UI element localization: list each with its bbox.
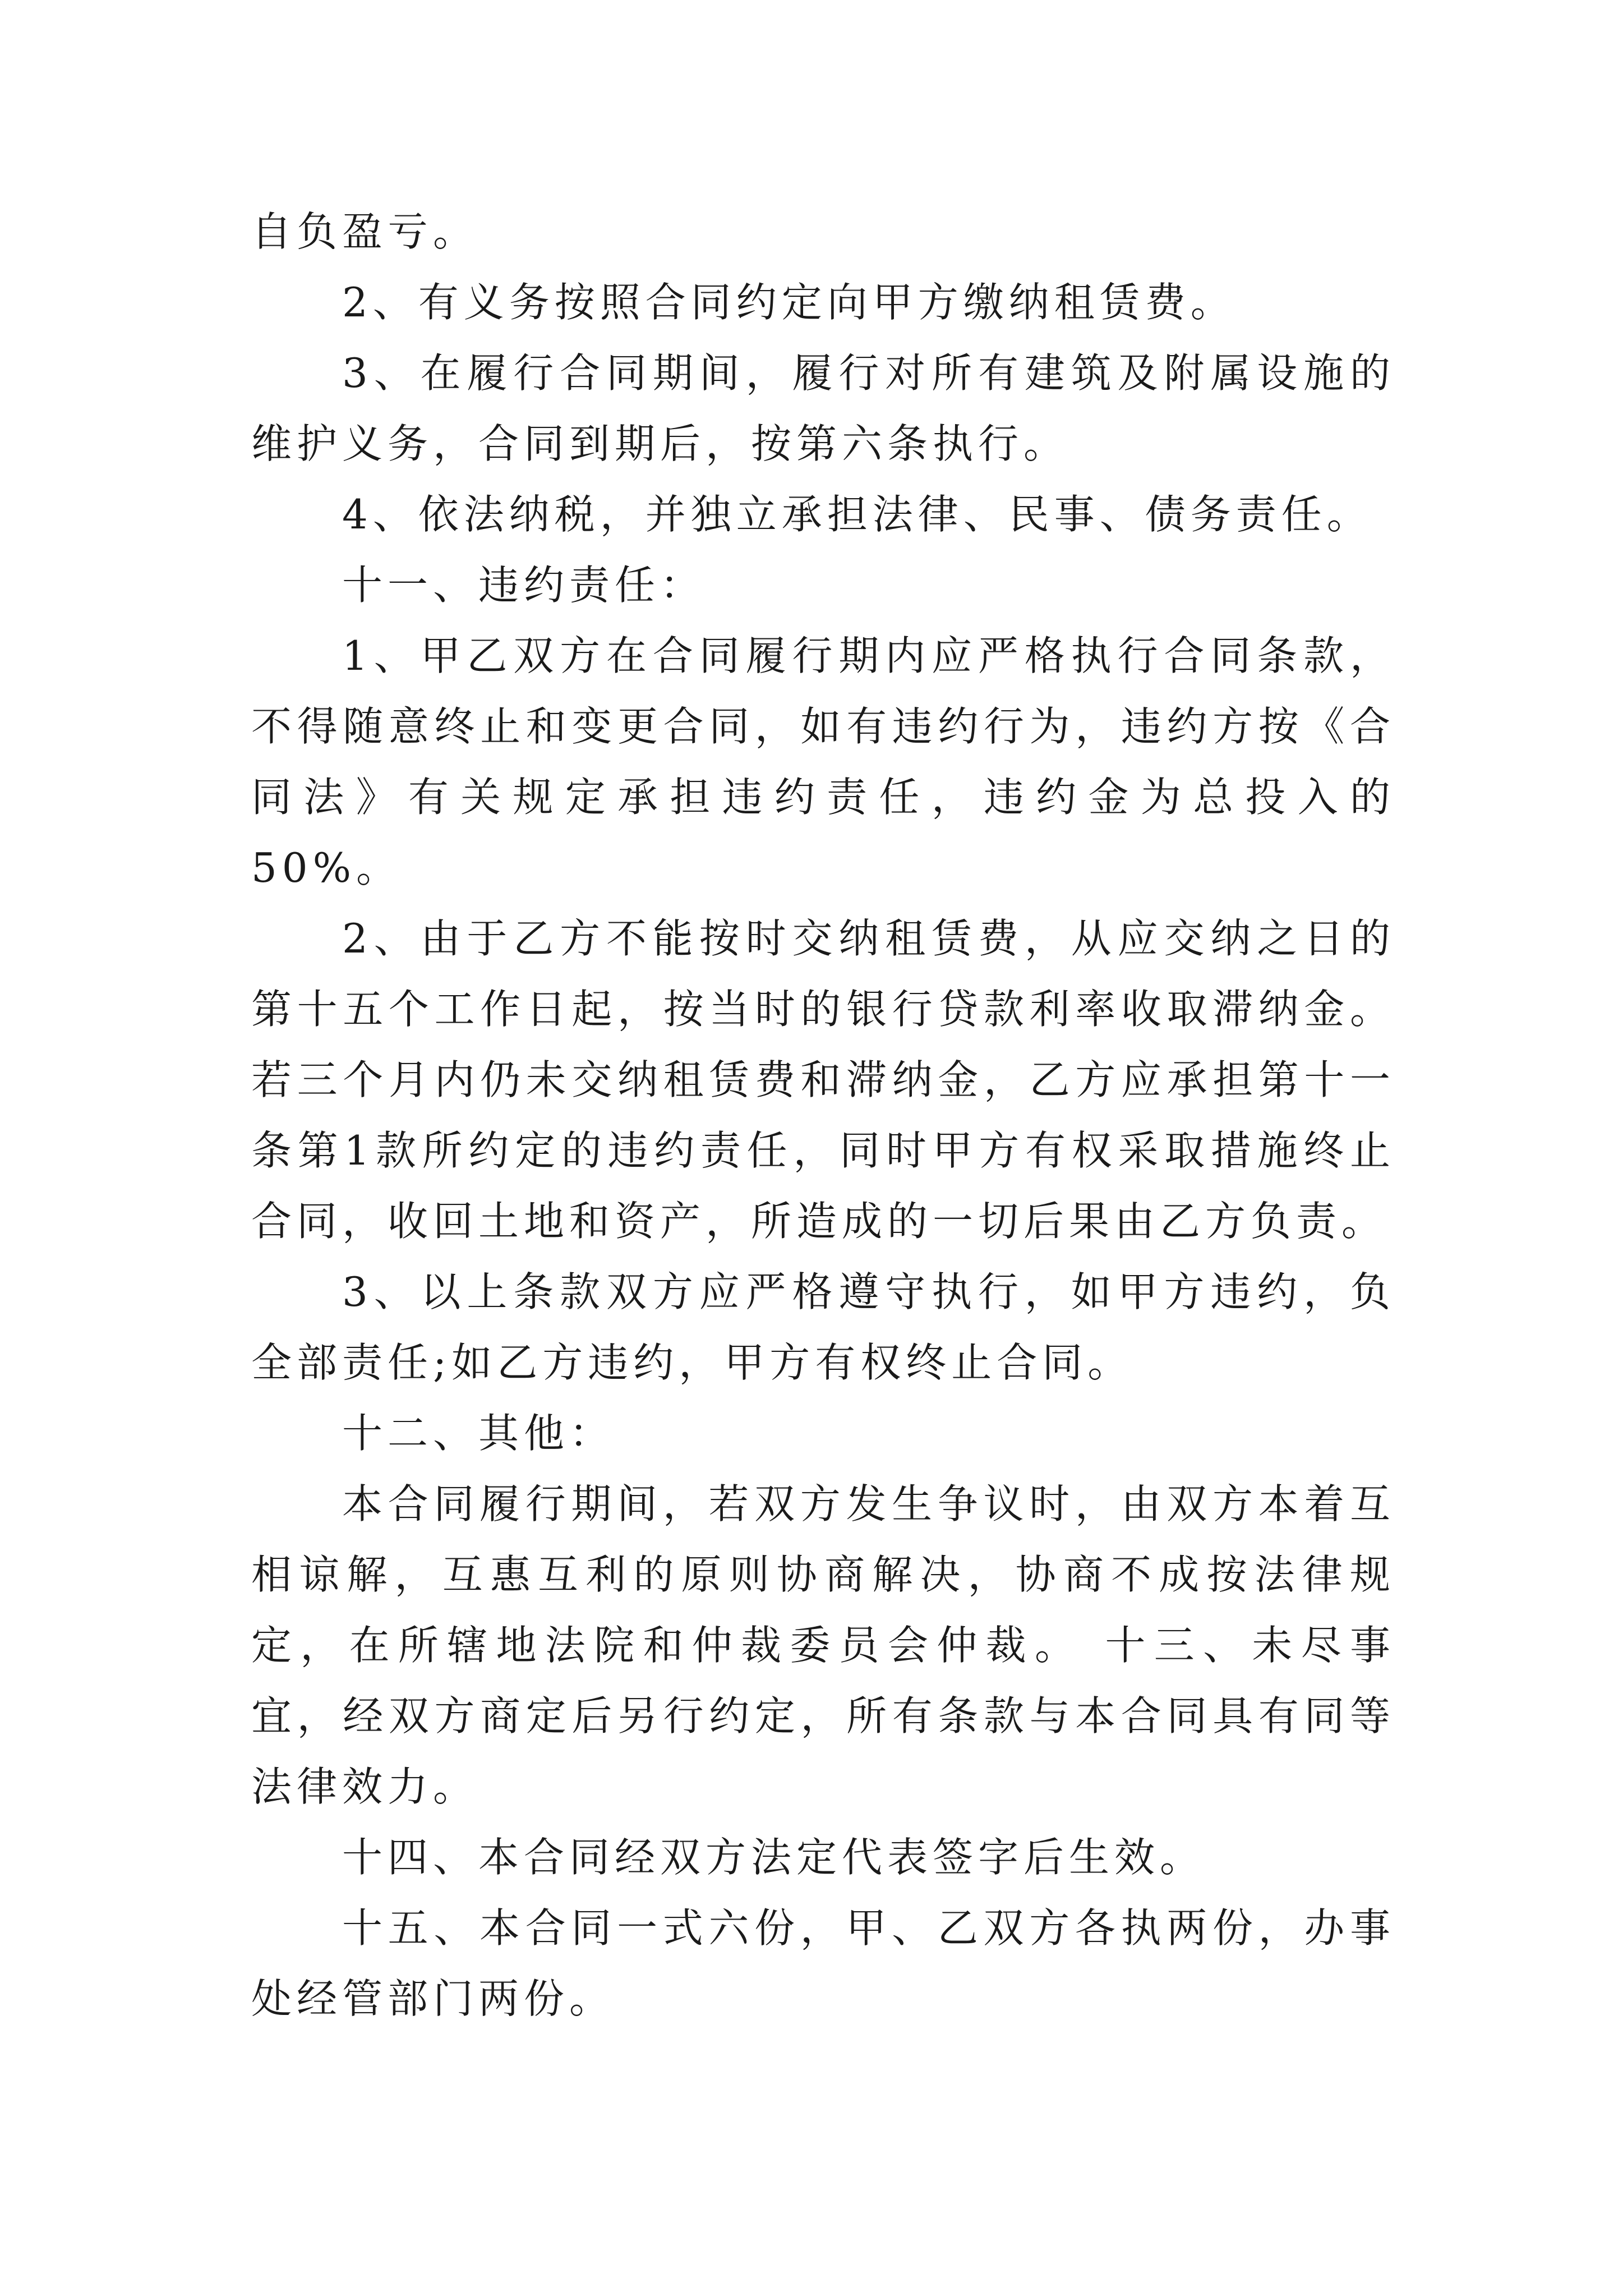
paragraph-item-3: 3、在履行合同期间，履行对所有建筑及附属设施的维护义务，合同到期后，按第六条执行。 — [251, 349, 1395, 467]
paragraph-breach-3: 3、以上条款双方应严格遵守执行，如甲方违约，负全部责任;如乙方违约，甲方有权终止合同。 — [251, 1268, 1395, 1386]
section-heading-breach: 十一、违约责任： — [342, 562, 706, 609]
paragraph-clause-14: 十四、本合同经双方法定代表签字后生效。 — [342, 1834, 1206, 1881]
section-heading-other: 十二、其他： — [342, 1410, 615, 1457]
paragraph-item-2: 2、有义务按照合同约定向甲方缴纳租赁费。 — [342, 279, 1236, 326]
paragraph-dispute: 本合同履行期间，若双方发生争议时，由双方本着互相谅解，互惠互利的原则协商解决，协商不成按法律规定，在所辖地法院和仲裁委员会仲裁。 十三、未尽事宜，经双方商定后另行约定，所有条款与本合同具有同等法律效力。 — [251, 1480, 1395, 1810]
paragraph-continuation: 自负盈亏。 — [251, 208, 479, 255]
document-body — [251, 196, 1395, 2034]
paragraph-item-4: 4、依法纳税，并独立承担法律、民事、债务责任。 — [342, 491, 1372, 538]
paragraph-breach-2: 2、由于乙方不能按时交纳租赁费，从应交纳之日的第十五个工作日起，按当时的银行贷款利率收取滞纳金。若三个月内仍未交纳租赁费和滞纳金，乙方应承担第十一条第1款所约定的违约责任，同时甲方有权采取措施终止合同，收回土地和资产，所造成的一切后果由乙方负责。 — [251, 915, 1395, 1245]
paragraph-clause-15: 十五、本合同一式六份，甲、乙双方各执两份，办事处经管部门两份。 — [251, 1904, 1395, 2022]
paragraph-breach-1: 1、甲乙双方在合同履行期内应严格执行合同条款，不得随意终止和变更合同，如有违约行为，违约方按《合同法》有关规定承担违约责任，违约金为总投入的50%。 — [251, 632, 1395, 891]
